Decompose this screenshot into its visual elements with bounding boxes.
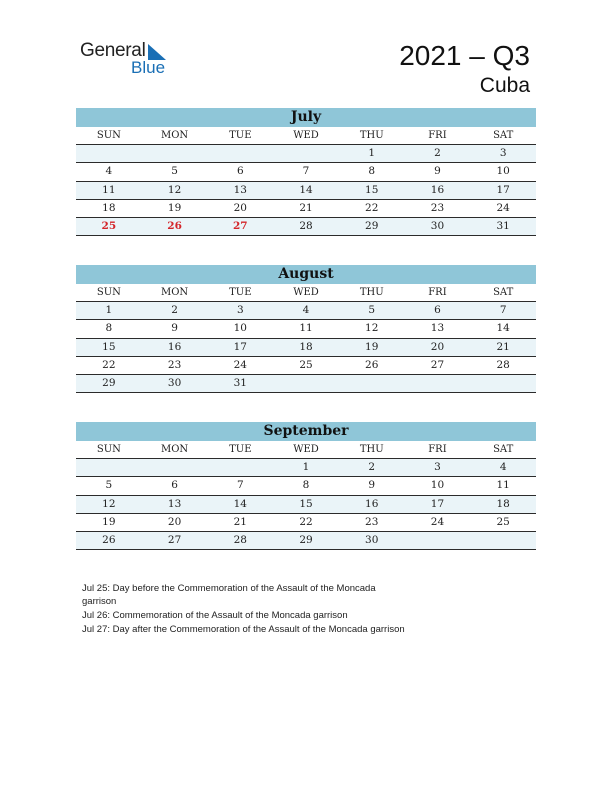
day-cell: 5 <box>368 304 376 317</box>
day-cell: 3 <box>434 461 441 474</box>
day-cell: 18 <box>299 340 313 353</box>
day-cell: 3 <box>499 147 507 160</box>
day-cell: 25 <box>299 358 313 371</box>
day-cell: 17 <box>233 340 247 353</box>
day-cell <box>470 532 536 549</box>
day-cell: 6 <box>171 479 178 492</box>
weekday-label: MON <box>160 444 189 455</box>
weekday-label: FRI <box>428 287 447 298</box>
day-cell: 27 <box>232 219 248 232</box>
day-cell: 7 <box>302 165 310 178</box>
day-cell: 4 <box>302 304 310 317</box>
day-cell <box>405 375 471 392</box>
month-calendar-september <box>76 422 536 550</box>
day-cell: 8 <box>302 479 310 492</box>
weekday-label: TUE <box>229 444 252 455</box>
day-cell: 1 <box>368 147 376 160</box>
day-cell: 12 <box>167 183 182 196</box>
day-cell: 27 <box>167 533 182 546</box>
holiday-note: Jul 26: Commemoration of the Assault of the Moncada garrison <box>82 610 348 621</box>
holiday-notes <box>82 582 412 637</box>
holiday-note: Jul 25: Day before the Commemoration of the Assault of the Moncada garrison <box>82 583 376 607</box>
weekday-label: WED <box>293 287 319 298</box>
week-row <box>76 496 536 514</box>
week-row <box>76 514 536 532</box>
month-header: August <box>76 265 536 284</box>
day-cell: 13 <box>430 322 445 335</box>
day-cell: 22 <box>299 515 313 528</box>
day-cell: 16 <box>167 340 182 353</box>
day-cell: 9 <box>434 165 441 178</box>
day-cell: 10 <box>233 322 247 335</box>
weekday-header-row <box>76 284 536 302</box>
day-cell: 20 <box>430 340 445 353</box>
weekday-label: THU <box>359 287 384 298</box>
day-cell <box>470 375 536 392</box>
day-cell: 22 <box>365 201 379 214</box>
day-cell: 13 <box>233 183 247 196</box>
day-cell: 26 <box>167 219 182 232</box>
day-cell <box>207 459 273 476</box>
day-cell: 21 <box>299 201 313 214</box>
day-cell <box>339 375 405 392</box>
day-cell: 12 <box>365 322 379 335</box>
day-cell: 5 <box>105 479 113 492</box>
weekday-label: FRI <box>428 444 447 455</box>
day-cell: 28 <box>299 219 313 232</box>
day-cell <box>76 145 142 162</box>
day-cell: 19 <box>167 201 182 214</box>
day-cell: 24 <box>430 515 445 528</box>
day-cell: 6 <box>236 165 244 178</box>
week-row <box>76 182 536 200</box>
day-cell: 2 <box>368 461 376 474</box>
week-row <box>76 320 536 338</box>
day-cell: 21 <box>496 340 510 353</box>
day-cell <box>273 145 339 162</box>
day-cell: 17 <box>496 183 510 196</box>
day-cell <box>76 459 142 476</box>
holiday-note: Jul 27: Day after the Commemoration of the Assault of the Moncada garrison <box>82 624 405 635</box>
day-cell: 28 <box>496 358 510 371</box>
day-cell: 4 <box>499 461 507 474</box>
week-row <box>76 163 536 181</box>
week-row <box>76 375 536 393</box>
day-cell: 25 <box>496 515 510 528</box>
day-cell: 11 <box>299 322 313 335</box>
day-cell: 19 <box>102 515 116 528</box>
day-cell: 3 <box>236 304 244 317</box>
weekday-label: MON <box>160 130 189 141</box>
day-cell: 14 <box>496 322 510 335</box>
day-cell: 20 <box>233 201 247 214</box>
day-cell: 20 <box>167 515 182 528</box>
week-row <box>76 302 536 320</box>
weekday-label: WED <box>293 130 319 141</box>
weekday-label: WED <box>293 444 319 455</box>
day-cell: 31 <box>233 376 247 389</box>
day-cell: 15 <box>102 340 116 353</box>
weekday-label: SAT <box>493 444 514 455</box>
day-cell: 4 <box>105 165 113 178</box>
day-cell <box>405 532 471 549</box>
brand-logo <box>80 40 180 80</box>
day-cell <box>207 145 273 162</box>
day-cell: 22 <box>102 358 116 371</box>
weekday-label: TUE <box>229 130 252 141</box>
weekday-label: SAT <box>493 287 514 298</box>
day-cell: 2 <box>171 304 178 317</box>
day-cell: 31 <box>496 219 510 232</box>
logo-word-blue: Blue <box>131 58 166 77</box>
day-cell: 12 <box>102 497 116 510</box>
day-cell: 18 <box>496 497 510 510</box>
day-cell: 23 <box>430 201 445 214</box>
day-cell: 2 <box>434 147 441 160</box>
day-cell: 16 <box>365 497 379 510</box>
week-row <box>76 218 536 236</box>
weekday-label: TUE <box>229 287 252 298</box>
day-cell: 9 <box>368 479 376 492</box>
day-cell: 11 <box>102 183 116 196</box>
month-header: September <box>76 422 536 441</box>
weekday-header-row <box>76 441 536 459</box>
day-cell: 11 <box>496 479 510 492</box>
day-cell: 30 <box>430 219 445 232</box>
day-cell: 27 <box>430 358 445 371</box>
day-cell: 10 <box>430 479 445 492</box>
weekday-label: SAT <box>493 130 514 141</box>
day-cell: 1 <box>302 461 310 474</box>
day-cell: 21 <box>233 515 247 528</box>
day-cell: 14 <box>299 183 313 196</box>
day-cell: 15 <box>299 497 313 510</box>
weekday-label: SUN <box>96 444 121 455</box>
day-cell: 15 <box>365 183 379 196</box>
week-row <box>76 477 536 495</box>
page-title: 2021 – Q3 <box>399 40 530 71</box>
month-calendar-august <box>76 265 536 393</box>
day-cell: 18 <box>102 201 116 214</box>
day-cell: 26 <box>102 533 116 546</box>
logo-word-general: General <box>80 40 146 61</box>
weekday-label: THU <box>359 444 384 455</box>
day-cell: 9 <box>171 322 178 335</box>
week-row <box>76 339 536 357</box>
day-cell: 5 <box>171 165 178 178</box>
day-cell: 8 <box>368 165 376 178</box>
day-cell: 23 <box>167 358 182 371</box>
day-cell: 24 <box>496 201 510 214</box>
day-cell: 17 <box>430 497 445 510</box>
day-cell: 10 <box>496 165 510 178</box>
weekday-label: FRI <box>428 130 447 141</box>
day-cell: 16 <box>430 183 445 196</box>
week-row <box>76 200 536 218</box>
day-cell: 30 <box>167 376 182 389</box>
day-cell: 13 <box>167 497 182 510</box>
day-cell: 29 <box>299 533 313 546</box>
week-row <box>76 357 536 375</box>
day-cell <box>142 459 208 476</box>
day-cell: 26 <box>365 358 379 371</box>
weekday-label: THU <box>359 130 384 141</box>
day-cell: 29 <box>102 376 116 389</box>
day-cell: 19 <box>365 340 379 353</box>
day-cell: 23 <box>365 515 379 528</box>
month-header: July <box>76 108 536 127</box>
day-cell: 7 <box>236 479 244 492</box>
weekday-label: SUN <box>96 287 121 298</box>
day-cell: 14 <box>233 497 247 510</box>
day-cell: 29 <box>365 219 379 232</box>
weekday-header-row <box>76 127 536 145</box>
week-row <box>76 145 536 163</box>
day-cell: 1 <box>105 304 113 317</box>
weekday-label: MON <box>160 287 189 298</box>
day-cell <box>273 375 339 392</box>
day-cell: 28 <box>233 533 247 546</box>
day-cell: 25 <box>101 219 117 232</box>
day-cell: 6 <box>434 304 441 317</box>
month-calendar-july <box>76 108 536 236</box>
country-name: Cuba <box>479 74 530 97</box>
day-cell: 8 <box>105 322 113 335</box>
day-cell: 30 <box>365 533 379 546</box>
day-cell <box>142 145 208 162</box>
week-row <box>76 532 536 550</box>
day-cell: 24 <box>233 358 247 371</box>
day-cell: 7 <box>499 304 507 317</box>
weekday-label: SUN <box>96 130 121 141</box>
week-row <box>76 459 536 477</box>
